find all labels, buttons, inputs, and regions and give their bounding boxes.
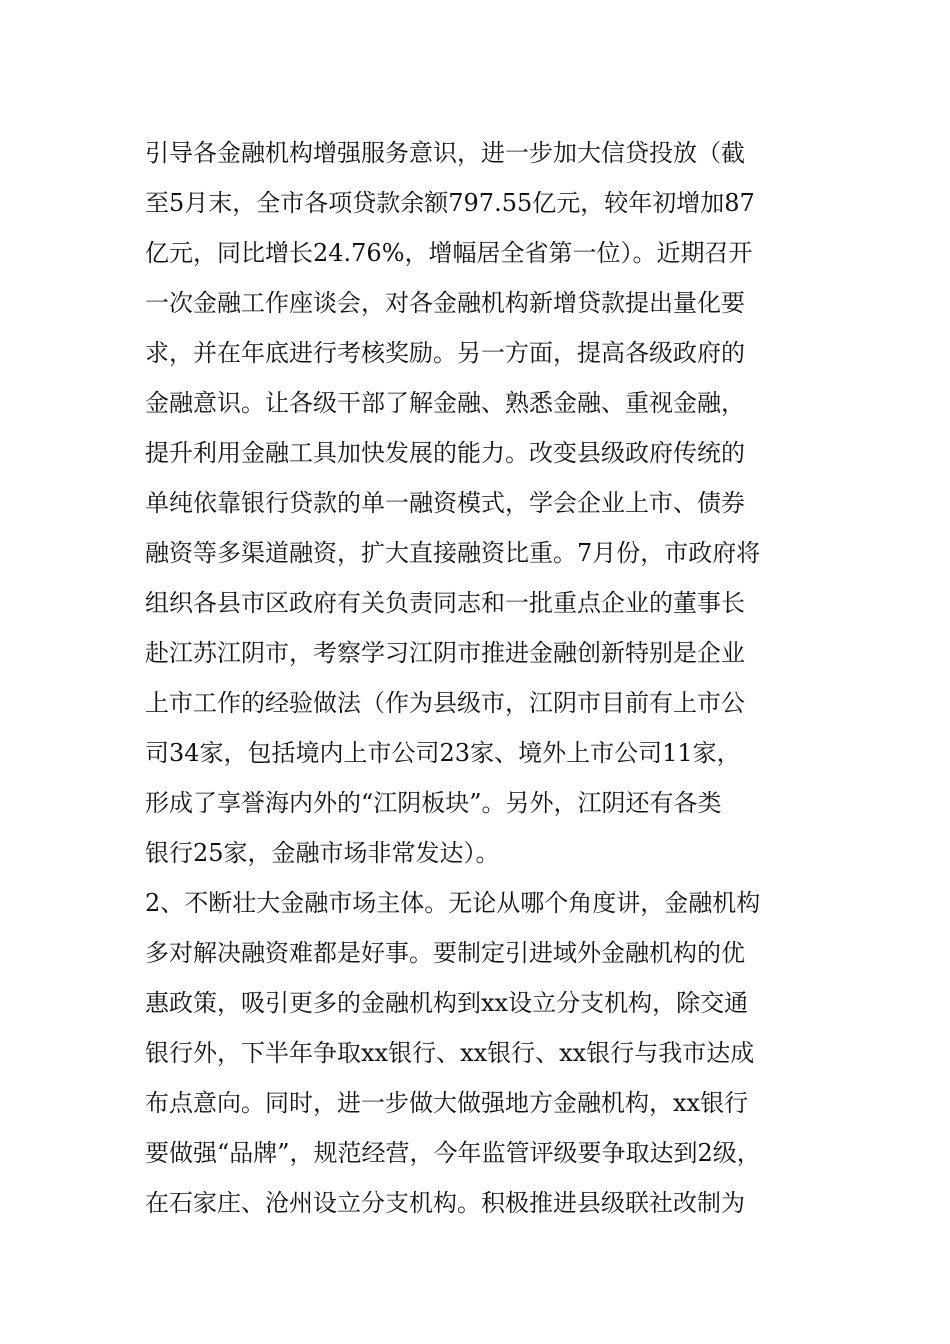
text-line-12: 上市工作的经验做法（作为县级市，江阴市目前有上市公 bbox=[145, 689, 745, 717]
text-line-14: 形成了享誉海内外的“江阴板块”。另外，江阴还有各类 bbox=[145, 789, 722, 817]
text-line-1: 引导各金融机构增强服务意识，进一步加大信贷投放（截 bbox=[145, 139, 745, 167]
text-line-10: 组织各县市区政府有关负责同志和一批重点企业的董事长 bbox=[145, 589, 745, 617]
text-line-16: 2、不断壮大金融市场主体。无论从哪个角度讲，金融机构 bbox=[145, 889, 761, 917]
text-line-6: 金融意识。让各级干部了解金融、熟悉金融、重视金融， bbox=[145, 389, 745, 417]
text-line-2: 至5月末，全市各项贷款余额797.55亿元，较年初增加87 bbox=[145, 189, 755, 217]
text-line-13: 司34家，包括境内上市公司23家、境外上市公司11家， bbox=[145, 739, 741, 767]
text-line-5: 求，并在年底进行考核奖励。另一方面，提高各级政府的 bbox=[145, 339, 745, 367]
text-line-3: 亿元，同比增长24.76%，增幅居全省第一位）。近期召开 bbox=[145, 239, 753, 267]
text-line-15: 银行25家，金融市场非常发达）。 bbox=[145, 839, 500, 867]
body-text bbox=[145, 133, 845, 1233]
text-line-8: 单纯依靠银行贷款的单一融资模式，学会企业上市、债券 bbox=[145, 489, 745, 517]
text-line-19: 银行外，下半年争取xx银行、xx银行、xx银行与我市达成 bbox=[145, 1039, 755, 1067]
text-line-17: 多对解决融资难都是好事。要制定引进域外金融机构的优 bbox=[145, 939, 745, 967]
text-line-18: 惠政策，吸引更多的金融机构到xx设立分支机构，除交通 bbox=[145, 989, 749, 1017]
text-line-22: 在石家庄、沧州设立分支机构。积极推进县级联社改制为 bbox=[145, 1189, 745, 1217]
text-line-7: 提升利用金融工具加快发展的能力。改变县级政府传统的 bbox=[145, 439, 745, 467]
text-line-11: 赴江苏江阴市，考察学习江阴市推进金融创新特别是企业 bbox=[145, 639, 745, 667]
text-line-20: 布点意向。同时，进一步做大做强地方金融机构，xx银行 bbox=[145, 1089, 749, 1117]
text-line-4: 一次金融工作座谈会，对各金融机构新增贷款提出量化要 bbox=[145, 289, 745, 317]
text-line-9: 融资等多渠道融资，扩大直接融资比重。7月份，市政府将 bbox=[145, 539, 761, 567]
text-line-21: 要做强“品牌”，规范经营，今年监管评级要争取达到2级， bbox=[145, 1139, 761, 1167]
